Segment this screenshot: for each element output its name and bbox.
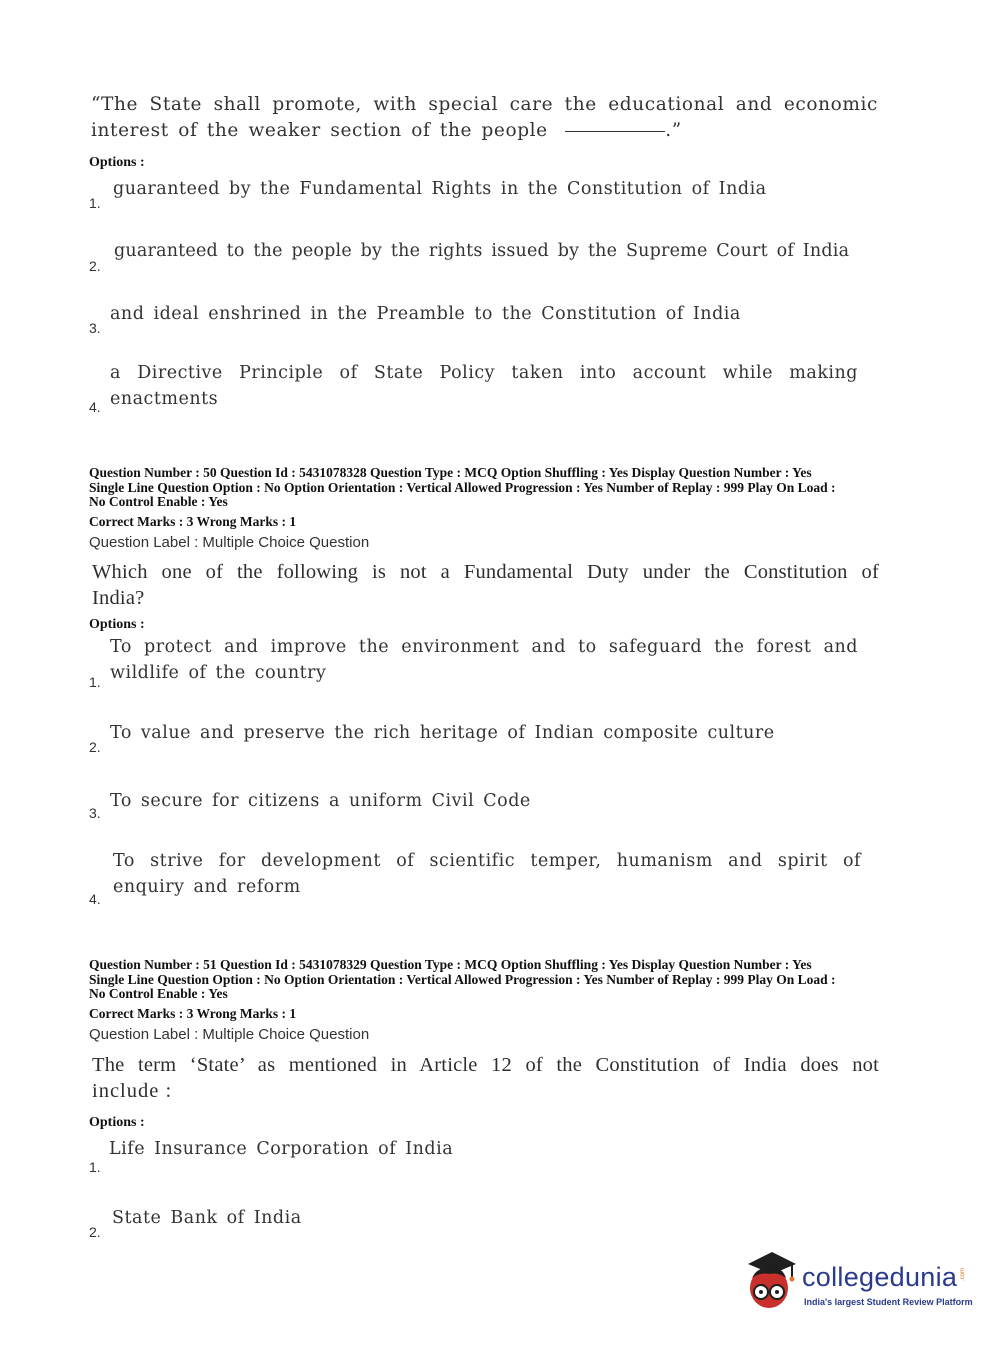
option-text: enactments: [110, 389, 219, 409]
question-label: Question Label : Multiple Choice Question: [89, 1026, 370, 1043]
option-number: 3.: [89, 320, 101, 336]
marks-info: Correct Marks : 3 Wrong Marks : 1: [89, 514, 297, 529]
metadata-line: Single Line Question Option : No Option Orientation : Vertical Allowed Progression : Yes Number of Replay : 999 Play On Load :: [89, 971, 836, 987]
options-label: Options :: [89, 155, 145, 170]
option-text: State Bank of India: [112, 1208, 302, 1228]
metadata-line: Question Number : 50 Question Id : 5431078328 Question Type : MCQ Option Shuffling : Yes Display Question Number : Yes: [89, 465, 812, 480]
option-number: 4.: [89, 399, 101, 415]
metadata-line: Question Number : 51 Question Id : 5431078329 Question Type : MCQ Option Shuffling : Yes Display Question Number : Yes: [89, 957, 812, 972]
marks-info: Correct Marks : 3 Wrong Marks : 1: [89, 1006, 297, 1021]
option-text: To protect and improve the environment and to safeguard the forest and: [110, 637, 858, 657]
option-text: To strive for development of scientific temper, humanism and spirit of: [113, 851, 861, 871]
option-text: To value and preserve the rich heritage of Indian composite culture: [110, 723, 775, 743]
option-text: Life Insurance Corporation of India: [109, 1139, 454, 1159]
mascot-icon: [742, 1250, 800, 1312]
logo-tagline: India's largest Student Review Platform: [804, 1297, 973, 1307]
blank-line: [565, 131, 665, 132]
option-number: 2.: [89, 1224, 101, 1240]
option-text: guaranteed by the Fundamental Rights in the Constitution of India: [113, 179, 767, 199]
metadata-line: No Control Enable : Yes: [89, 986, 228, 1001]
question-text-line: India?: [92, 587, 145, 609]
option-number: 3.: [89, 805, 101, 821]
option-text: guaranteed to the people by the rights issued by the Supreme Court of India: [114, 241, 850, 261]
logo-wordmark: collegedunia: [802, 1262, 958, 1292]
question-text-line: “The State shall promote, with special care the educational and economic: [91, 94, 878, 115]
option-number: 1.: [89, 674, 101, 690]
question-text-line: [91, 118, 682, 144]
options-label: Options :: [89, 1115, 145, 1130]
option-text: wildlife of the country: [110, 663, 327, 683]
option-text: enquiry and reform: [113, 877, 301, 897]
question-text-line: include :: [92, 1080, 173, 1102]
question-metadata: [89, 958, 836, 1002]
metadata-line: Single Line Question Option : No Option Orientation : Vertical Allowed Progression : Yes Number of Replay : 999 Play On Load :: [89, 479, 836, 495]
option-number: 2.: [89, 739, 101, 755]
metadata-line: No Control Enable : Yes: [89, 494, 228, 509]
options-label: Options :: [89, 617, 145, 632]
question-label: Question Label : Multiple Choice Question: [89, 534, 370, 551]
option-number: 1.: [89, 1159, 101, 1175]
option-number: 4.: [89, 891, 101, 907]
option-text: and ideal enshrined in the Preamble to the Constitution of India: [110, 304, 741, 324]
question-metadata: [89, 466, 836, 510]
question-text-line: The term ‘State’ as mentioned in Article 12 of the Constitution of India does not: [92, 1054, 879, 1076]
question-text-end: .”: [665, 120, 682, 141]
option-number: 1.: [89, 195, 101, 211]
option-number: 2.: [89, 258, 101, 274]
question-text-fragment: interest of the weaker section of the people: [91, 120, 548, 141]
collegedunia-logo: [742, 1250, 972, 1320]
question-text-line: Which one of the following is not a Fundamental Duty under the Constitution of: [92, 561, 879, 583]
option-text: a Directive Principle of State Policy taken into account while making: [110, 363, 858, 383]
option-text: To secure for citizens a uniform Civil Code: [110, 791, 531, 811]
logo-com: .com: [960, 1268, 966, 1282]
